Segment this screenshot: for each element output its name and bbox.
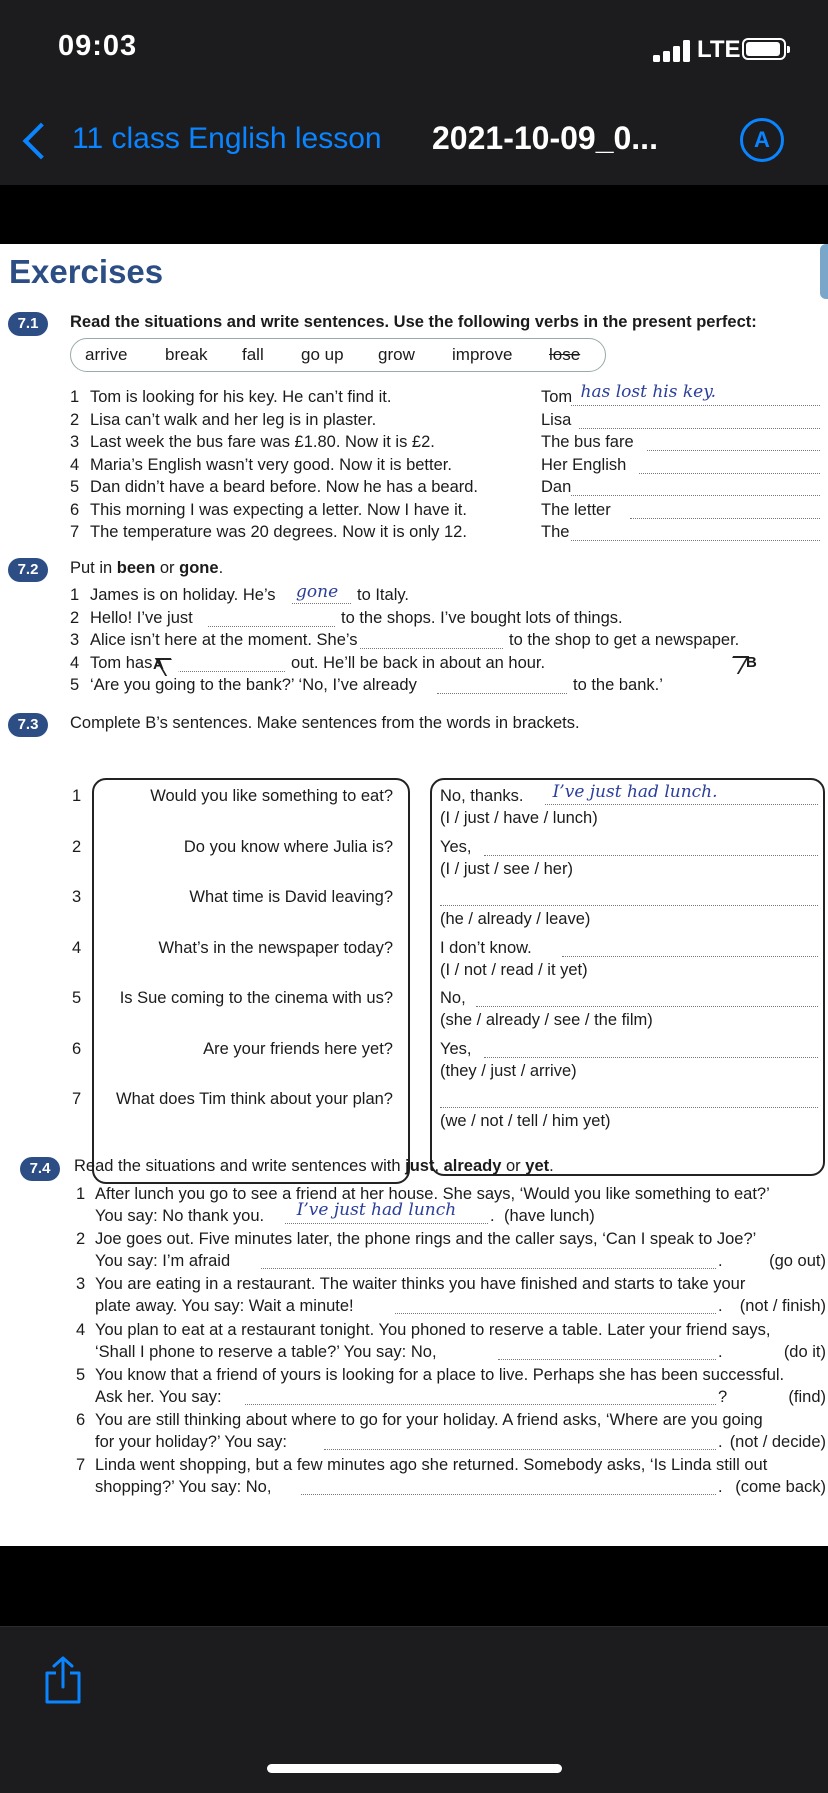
network-type: LTE bbox=[697, 36, 741, 63]
cellular-signal-icon bbox=[653, 40, 693, 62]
document-page[interactable] bbox=[0, 244, 828, 1546]
situation-prompt: You say: I’m afraid bbox=[95, 1252, 231, 1271]
item-number: 6 bbox=[72, 1039, 82, 1058]
answer-line[interactable] bbox=[285, 1223, 488, 1224]
situation-text: You know that a friend of yours is looking for a place to live. Perhaps she has been successful. bbox=[95, 1365, 785, 1384]
verb-item: go up bbox=[301, 345, 344, 364]
answer-start: I don’t know. bbox=[440, 938, 532, 957]
situation-text: Joe goes out. Five minutes later, the phone rings and the caller says, ‘Can I speak to Joe?’ bbox=[95, 1230, 757, 1249]
verb-item: arrive bbox=[85, 345, 128, 364]
sentence-start: Hello! I’ve just bbox=[90, 608, 193, 627]
answer-line[interactable] bbox=[440, 905, 818, 906]
answer-prompt: The bbox=[541, 523, 570, 541]
answer-line[interactable] bbox=[562, 956, 818, 957]
situation-text: You plan to eat at a restaurant tonight. You phoned to reserve a table. Later your friend says, bbox=[95, 1320, 771, 1339]
word-hint: (they / just / arrive) bbox=[440, 1061, 577, 1080]
question-a: Is Sue coming to the cinema with us? bbox=[119, 989, 393, 1007]
sentence-end-mark: . bbox=[490, 1207, 495, 1225]
word-hint: (we / not / tell / him yet) bbox=[440, 1112, 611, 1130]
situation-text: Dan didn’t have a beard before. Now he has a beard. bbox=[90, 478, 479, 496]
answer-line[interactable] bbox=[484, 1057, 818, 1058]
answer-line[interactable] bbox=[208, 626, 335, 627]
item-number: 6 bbox=[70, 500, 80, 519]
item-number: 5 bbox=[70, 478, 80, 496]
answer-line[interactable] bbox=[571, 540, 821, 541]
verb-hint: (find) bbox=[788, 1387, 826, 1406]
answer-line[interactable] bbox=[498, 1359, 716, 1360]
exercise-badge-7-2: 7.2 bbox=[8, 558, 48, 582]
situation-prompt: ‘Shall I phone to reserve a table?’ You say: No, bbox=[95, 1342, 437, 1361]
answer-line[interactable] bbox=[579, 428, 820, 429]
sentence-start: Alice isn’t here at the moment. She’s bbox=[90, 631, 358, 649]
verb-hint: (not / decide) bbox=[729, 1433, 826, 1451]
item-number: 4 bbox=[76, 1320, 86, 1339]
answer-prompt: Dan bbox=[541, 478, 572, 496]
situation-prompt: You say: No thank you. bbox=[95, 1207, 265, 1225]
speaker-a-label: A bbox=[153, 656, 164, 673]
answer-line[interactable] bbox=[292, 603, 351, 604]
item-number: 7 bbox=[76, 1456, 86, 1475]
answer-start: No, thanks. bbox=[440, 787, 524, 805]
answer-line[interactable] bbox=[437, 693, 567, 694]
verb-hint: (not / finish) bbox=[739, 1297, 826, 1316]
answer-line[interactable] bbox=[639, 473, 821, 474]
answer-prompt: Lisa bbox=[541, 410, 572, 429]
markup-icon[interactable]: A bbox=[740, 118, 784, 162]
status-bar bbox=[0, 0, 828, 90]
item-number: 1 bbox=[70, 586, 80, 604]
answer-line[interactable] bbox=[164, 671, 285, 672]
item-number: 2 bbox=[70, 608, 80, 627]
sentence-end: to the bank.’ bbox=[573, 676, 663, 694]
answer-line[interactable] bbox=[440, 1107, 818, 1108]
answer-line[interactable] bbox=[395, 1313, 716, 1314]
sentence-end-mark: . bbox=[718, 1433, 723, 1451]
exercise-instruction: Put in been or gone. bbox=[70, 559, 224, 577]
sentence-end: to the shops. I’ve bought lots of things. bbox=[341, 608, 623, 627]
sentence-end-mark: . bbox=[718, 1478, 723, 1497]
sentence-end-mark: . bbox=[718, 1252, 723, 1271]
answer-start: Yes, bbox=[440, 837, 472, 856]
item-number: 4 bbox=[72, 938, 82, 957]
item-number: 2 bbox=[72, 837, 82, 856]
item-number: 1 bbox=[72, 787, 82, 805]
item-number: 2 bbox=[70, 410, 80, 429]
situation-prompt: for your holiday?’ You say: bbox=[95, 1433, 288, 1451]
answer-line[interactable] bbox=[545, 804, 818, 805]
word-hint: (she / already / see / the film) bbox=[440, 1011, 653, 1029]
verb-item: fall bbox=[242, 345, 264, 364]
answer-line[interactable] bbox=[360, 648, 503, 649]
item-number: 2 bbox=[76, 1230, 86, 1249]
item-number: 3 bbox=[70, 433, 80, 451]
situation-text: Maria’s English wasn’t very good. Now it is better. bbox=[90, 455, 452, 474]
item-number: 3 bbox=[70, 631, 80, 649]
share-icon[interactable] bbox=[42, 1655, 84, 1705]
item-number: 4 bbox=[70, 653, 80, 672]
answer-start: Yes, bbox=[440, 1039, 472, 1058]
item-number: 3 bbox=[72, 888, 82, 906]
verb-hint: (come back) bbox=[735, 1478, 826, 1497]
situation-text: The temperature was 20 degrees. Now it is only 12. bbox=[90, 523, 467, 541]
exercise-instruction: Read the situations and write sentences with just, already or yet. bbox=[74, 1157, 554, 1175]
item-number: 7 bbox=[72, 1090, 82, 1108]
question-a: What’s in the newspaper today? bbox=[158, 938, 393, 957]
situation-prompt: Ask her. You say: bbox=[95, 1387, 222, 1406]
item-number: 5 bbox=[70, 676, 80, 694]
verb-hint: (go out) bbox=[769, 1252, 826, 1271]
page-title: Exercises bbox=[9, 253, 164, 290]
item-number: 5 bbox=[72, 989, 82, 1007]
verb-item: improve bbox=[452, 345, 513, 364]
answer-line[interactable] bbox=[571, 495, 821, 496]
answer-line[interactable] bbox=[261, 1268, 716, 1269]
question-a: What does Tim think about your plan? bbox=[116, 1090, 393, 1108]
exercise-badge-7-4: 7.4 bbox=[20, 1157, 60, 1181]
situation-text: You are still thinking about where to go for your holiday. A friend asks, ‘Where are you going bbox=[95, 1411, 763, 1429]
handwritten-answer: gone bbox=[296, 582, 339, 602]
sentence-start: Tom has bbox=[90, 653, 153, 672]
situation-text: Linda went shopping, but a few minutes ago she returned. Somebody asks, ‘Is Linda still out bbox=[95, 1456, 768, 1475]
sentence-start: James is on holiday. He’s bbox=[90, 586, 276, 604]
situation-text: Lisa can’t walk and her leg is in plaster. bbox=[90, 410, 377, 429]
battery-icon bbox=[742, 38, 786, 60]
sentence-end: to the shop to get a newspaper. bbox=[509, 631, 740, 649]
verb-item-crossed: lose bbox=[549, 345, 581, 364]
verb-item: break bbox=[165, 345, 208, 364]
sentence-start: ‘Are you going to the bank?’ ‘No, I’ve already bbox=[90, 676, 417, 694]
item-number: 3 bbox=[76, 1275, 86, 1294]
back-button[interactable]: 11 class English lesson bbox=[72, 122, 382, 155]
word-hint: (I / just / have / lunch) bbox=[440, 809, 598, 827]
handwritten-answer: I’ve just had lunch. bbox=[552, 782, 718, 802]
item-number: 7 bbox=[70, 523, 80, 541]
situation-text: You are eating in a restaurant. The waiter thinks you have finished and starts to take your bbox=[95, 1275, 746, 1294]
sentence-end-mark: . bbox=[718, 1297, 723, 1316]
answer-line[interactable] bbox=[630, 518, 820, 519]
sentence-end: to Italy. bbox=[357, 586, 409, 604]
exercise-instruction: Complete B’s sentences. Make sentences from the words in brackets. bbox=[70, 714, 580, 732]
word-hint: (he / already / leave) bbox=[440, 910, 591, 928]
exercise-instruction: Read the situations and write sentences. Use the following verbs in the present perfect: bbox=[70, 313, 757, 331]
home-indicator bbox=[267, 1764, 562, 1773]
sentence-end: out. He’ll be back in about an hour. bbox=[291, 653, 546, 672]
sentence-end-mark: ? bbox=[718, 1387, 728, 1406]
item-number: 1 bbox=[76, 1185, 86, 1203]
verb-hint: (have lunch) bbox=[504, 1207, 595, 1225]
situation-text: Last week the bus fare was £1.80. Now it is £2. bbox=[90, 433, 435, 451]
answer-start: No, bbox=[440, 989, 466, 1007]
word-hint: (I / just / see / her) bbox=[440, 859, 573, 878]
item-number: 6 bbox=[76, 1411, 86, 1429]
verb-hint: (do it) bbox=[783, 1342, 826, 1361]
question-a: Are your friends here yet? bbox=[203, 1039, 393, 1058]
situation-prompt: plate away. You say: Wait a minute! bbox=[95, 1297, 354, 1316]
situation-prompt: shopping?’ You say: No, bbox=[95, 1478, 272, 1497]
answer-line[interactable] bbox=[647, 450, 820, 451]
speaker-b-label: B bbox=[746, 654, 757, 671]
question-a: Do you know where Julia is? bbox=[183, 837, 393, 856]
verb-item: grow bbox=[378, 345, 415, 364]
answer-line[interactable] bbox=[301, 1494, 717, 1495]
question-a: Would you like something to eat? bbox=[150, 787, 393, 805]
answer-prompt: Her English bbox=[541, 455, 627, 474]
question-a: What time is David leaving? bbox=[189, 888, 393, 906]
word-hint: (I / not / read / it yet) bbox=[440, 960, 588, 979]
answer-prompt: The letter bbox=[541, 500, 611, 519]
item-number: 5 bbox=[76, 1365, 86, 1384]
handwritten-answer: has lost his key. bbox=[580, 382, 716, 402]
answer-line[interactable] bbox=[484, 855, 818, 856]
answer-line[interactable] bbox=[571, 405, 821, 406]
item-number: 4 bbox=[70, 455, 80, 474]
situation-text: After lunch you go to see a friend at her house. She says, ‘Would you like something to eat?’ bbox=[95, 1185, 770, 1203]
situation-text: This morning I was expecting a letter. Now I have it. bbox=[90, 500, 467, 519]
answer-line[interactable] bbox=[324, 1449, 716, 1450]
situation-text: Tom is looking for his key. He can’t find it. bbox=[90, 388, 392, 406]
answer-prompt: Tom bbox=[541, 388, 573, 406]
answer-prompt: The bus fare bbox=[541, 433, 634, 451]
exercise-badge-7-3: 7.3 bbox=[8, 713, 48, 737]
page-edge-tab bbox=[820, 244, 828, 299]
handwritten-answer: I’ve just had lunch bbox=[296, 1200, 457, 1220]
status-time: 09:03 bbox=[58, 30, 138, 62]
exercise-badge-7-1: 7.1 bbox=[8, 312, 48, 336]
item-number: 1 bbox=[70, 388, 80, 406]
document-title: 2021-10-09_0... bbox=[432, 120, 658, 156]
sentence-end-mark: . bbox=[718, 1342, 723, 1361]
answer-line[interactable] bbox=[245, 1404, 716, 1405]
answer-line[interactable] bbox=[476, 1006, 818, 1007]
